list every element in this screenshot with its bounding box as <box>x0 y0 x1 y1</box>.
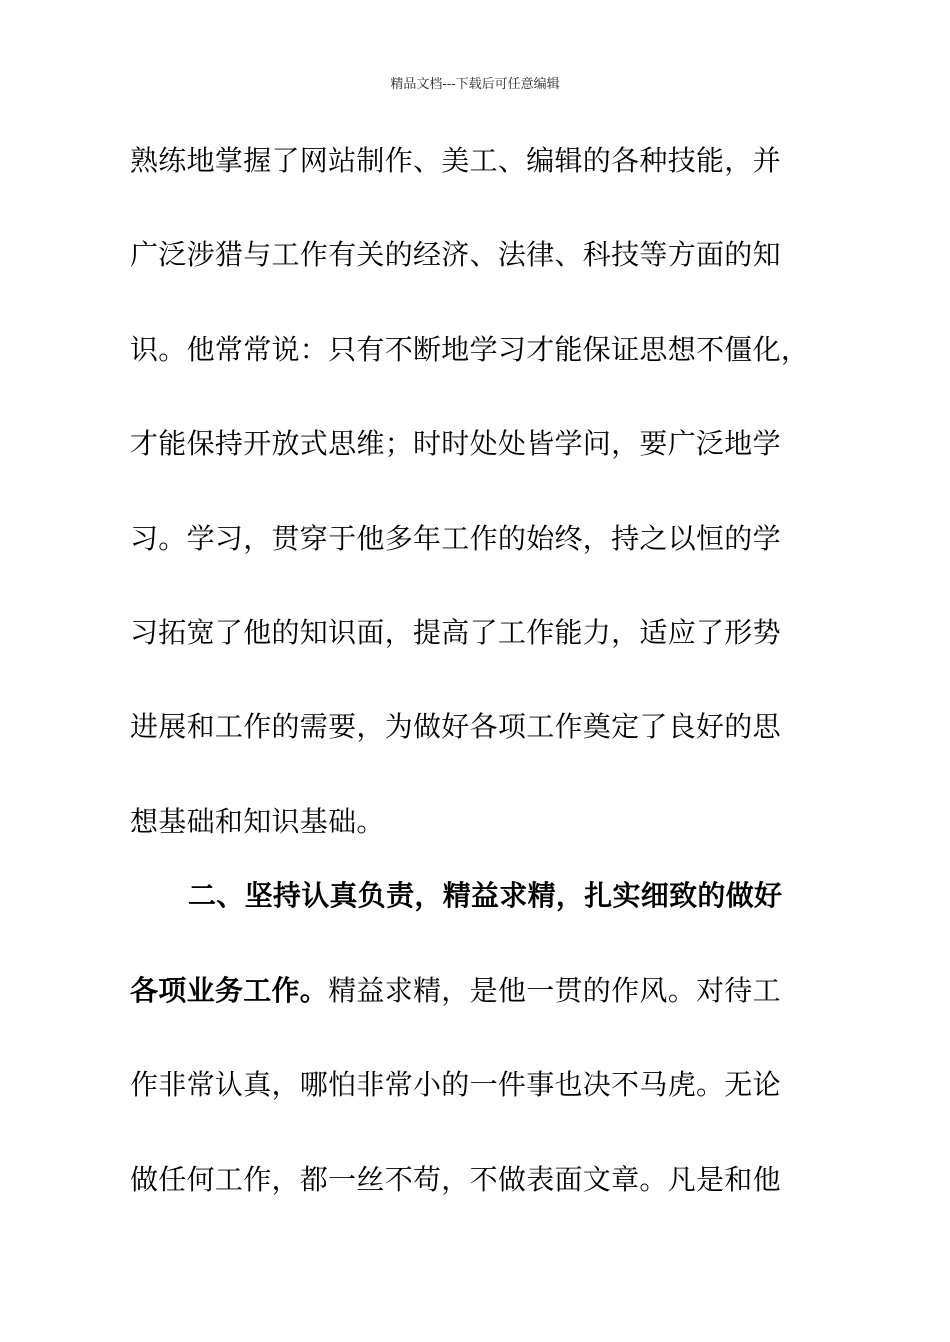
paragraph-line <box>130 971 830 1011</box>
paragraph-line: 识。他常常说：只有不断地学习才能保证思想不僵化， <box>130 333 810 366</box>
paragraph-line: 作非常认真，哪怕非常小的一件事也决不马虎。无论 <box>130 1068 781 1101</box>
section-heading: 二、坚持认真负责，精益求精，扎实细致的做好 <box>188 879 783 912</box>
paragraph-text: 精益求精，是他一贯的作风。对待工 <box>328 974 781 1007</box>
paragraph-line: 习。学习，贯穿于他多年工作的始终，持之以恒的学 <box>130 522 781 555</box>
paragraph-line: 习拓宽了他的知识面，提高了工作能力，适应了形势 <box>130 616 781 649</box>
paragraph-line: 进展和工作的需要，为做好各项工作奠定了良好的思 <box>130 710 781 743</box>
paragraph-line: 广泛涉猎与工作有关的经济、法律、科技等方面的知 <box>130 238 781 271</box>
paragraph-line: 做任何工作，都一丝不苟，不做表面文章。凡是和他 <box>130 1163 781 1196</box>
section-heading-continuation: 各项业务工作。 <box>130 974 329 1007</box>
paragraph-line: 才能保持开放式思维；时时处处皆学问，要广泛地学 <box>130 427 781 460</box>
paragraph-line: 想基础和知识基础。 <box>130 805 385 838</box>
page-header: 精品文档---下载后可任意编辑 <box>390 77 560 92</box>
paragraph-line: 熟练地掌握了网站制作、美工、编辑的各种技能，并 <box>130 144 781 177</box>
